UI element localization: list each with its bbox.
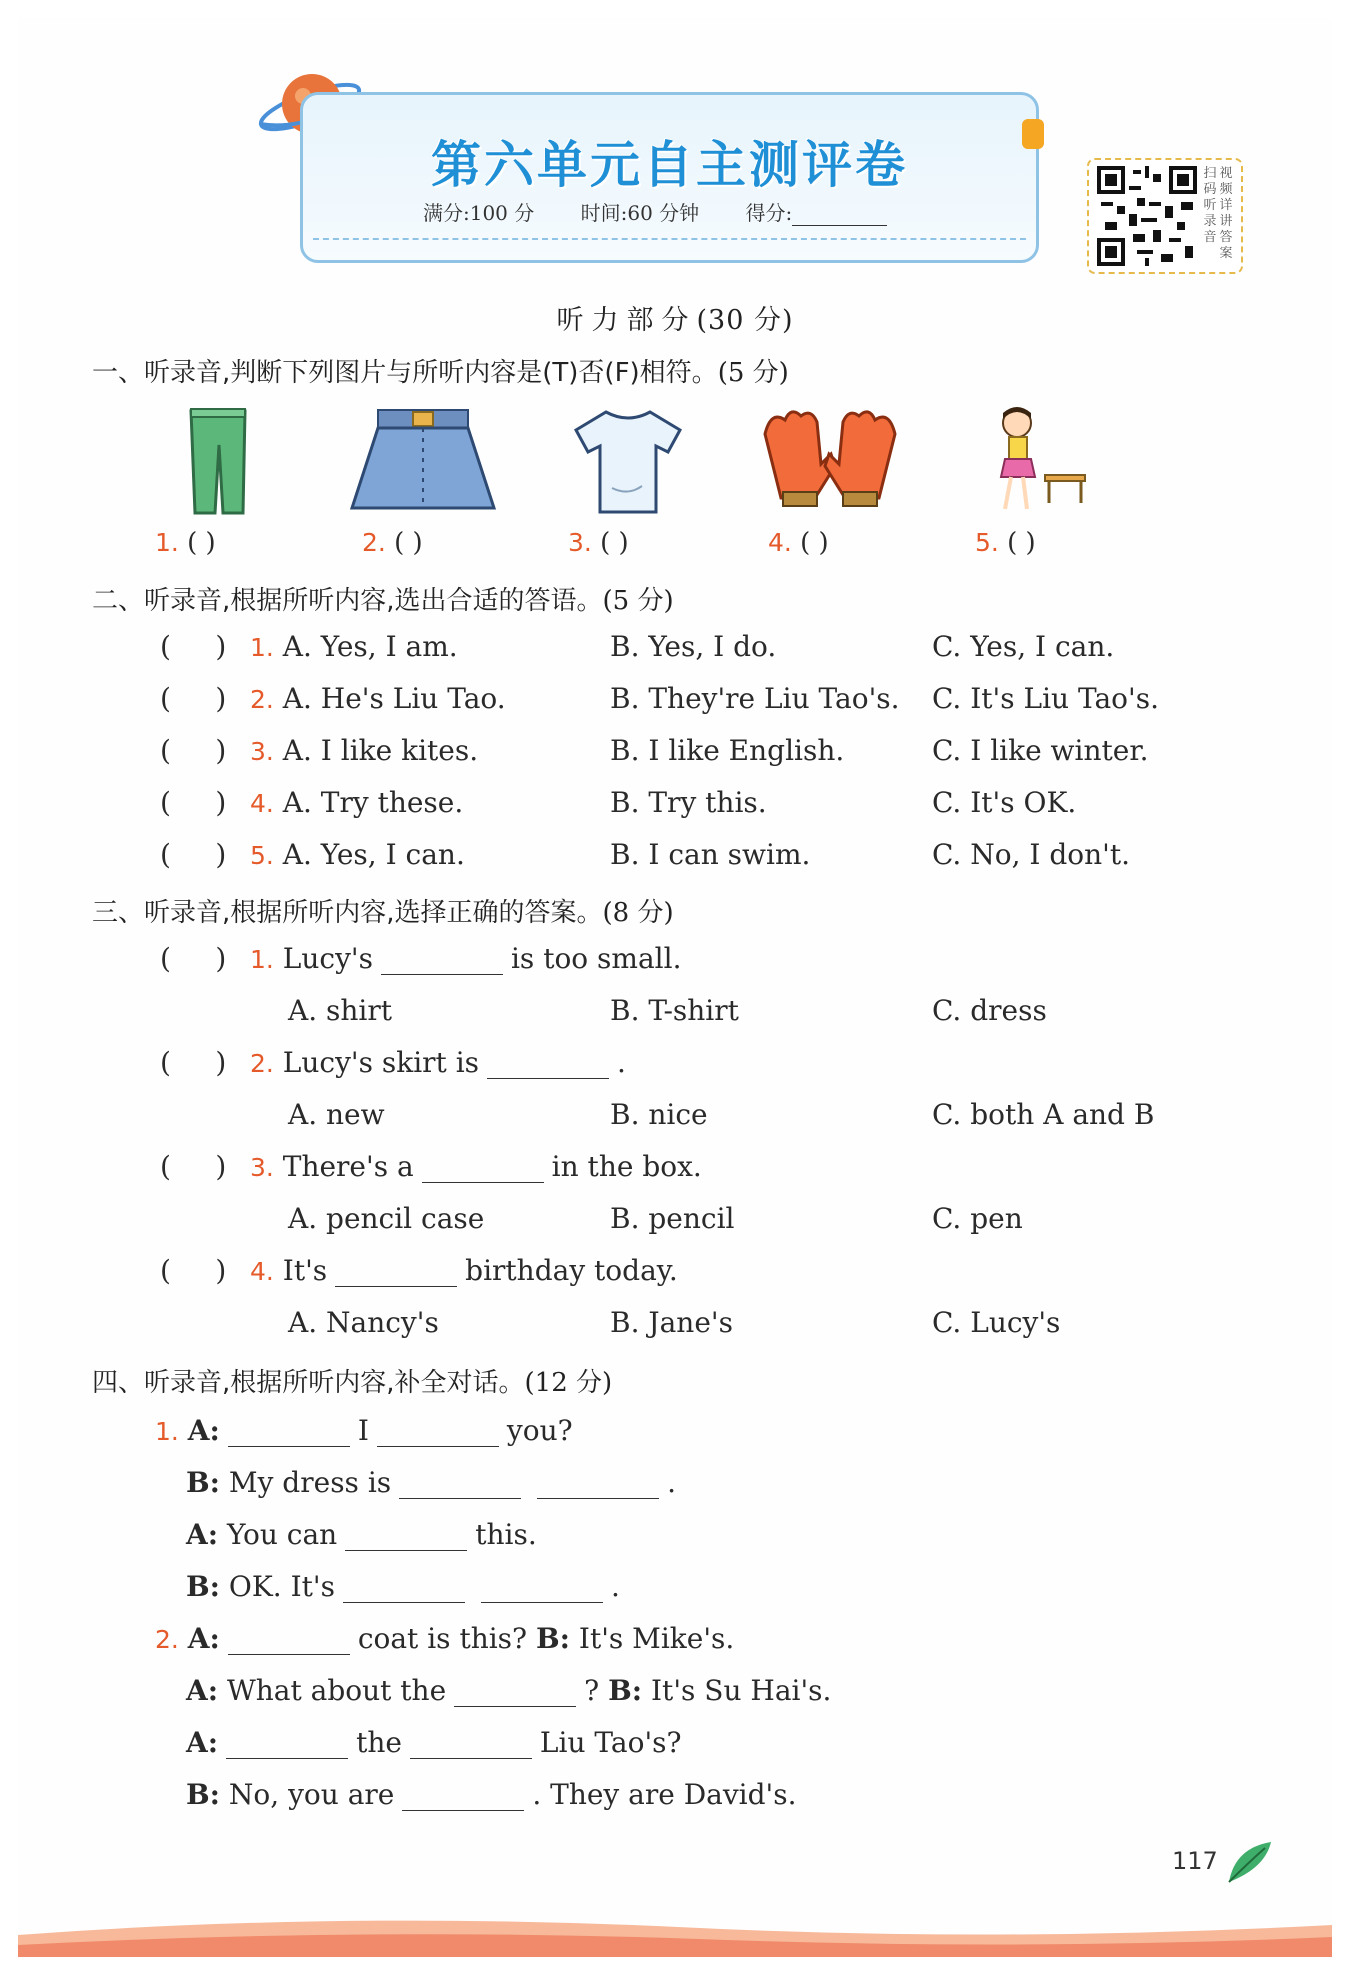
blank[interactable] — [410, 1732, 532, 1759]
option-a: A. I like kites. — [282, 734, 479, 767]
answer-paren[interactable]: ( ) — [160, 682, 227, 715]
section-4-heading: 四、听录音,根据所听内容,补全对话。(12 分) — [92, 1368, 613, 1398]
answer-paren[interactable]: ( ) — [160, 734, 227, 767]
option-b: B. Yes, I do. — [610, 630, 777, 663]
blank[interactable] — [487, 1052, 609, 1079]
qr-caption: 扫 视 码 频 听 详 录 讲 音 答 案 — [1203, 166, 1233, 261]
option-c: C. I like winter. — [932, 734, 1149, 767]
blank[interactable] — [381, 948, 503, 975]
blank[interactable] — [345, 1524, 467, 1551]
option-b: B. I like English. — [610, 734, 845, 767]
leaf-icon — [1225, 1838, 1277, 1886]
blank[interactable] — [481, 1576, 603, 1603]
blank[interactable] — [226, 1732, 348, 1759]
answer-paren[interactable]: ( ) — [160, 838, 227, 871]
option-c: C. dress — [932, 994, 1047, 1027]
exam-time: 时间:60 分钟 — [580, 201, 700, 225]
blank[interactable] — [537, 1472, 659, 1499]
option-a: A. He's Liu Tao. — [282, 682, 506, 715]
blank[interactable] — [402, 1784, 524, 1811]
option-c: C. It's Liu Tao's. — [932, 682, 1160, 715]
exam-info — [423, 197, 967, 226]
blank[interactable] — [335, 1260, 457, 1287]
trousers-picture — [183, 405, 253, 517]
option-a: A. Yes, I am. — [282, 630, 458, 663]
option-c: C. pen — [932, 1202, 1023, 1235]
girl-picture — [975, 405, 1095, 517]
option-a: A. Try these. — [282, 786, 464, 819]
option-c: C. No, I don't. — [932, 838, 1131, 871]
part-title: 听力部分(30 分) — [556, 305, 794, 336]
answer-paren[interactable]: ( ) — [160, 942, 227, 975]
answer-paren[interactable]: ( ) — [160, 630, 227, 663]
page-number: 117 — [1172, 1847, 1218, 1875]
blank[interactable] — [343, 1576, 465, 1603]
option-b: B. T-shirt — [610, 994, 739, 1027]
answer-paren[interactable]: ( ) — [160, 1254, 227, 1287]
blank[interactable] — [399, 1472, 521, 1499]
blank[interactable] — [454, 1680, 576, 1707]
option-a: A. new — [288, 1098, 385, 1131]
t-shirt-picture — [572, 408, 684, 516]
option-c: C. It's OK. — [932, 786, 1077, 819]
option-a: A. pencil case — [288, 1202, 485, 1235]
section-1-item-2[interactable]: 2. ( ) — [362, 528, 423, 558]
answer-paren[interactable]: ( ) — [160, 1046, 227, 1079]
section-1-item-4[interactable]: 4. ( ) — [768, 528, 829, 558]
qr-code-icon — [1097, 166, 1197, 266]
score-label: 得分: — [746, 201, 928, 225]
option-c: C. Lucy's — [932, 1306, 1061, 1339]
option-b: B. Jane's — [610, 1306, 733, 1339]
score-field[interactable] — [792, 207, 887, 226]
answer-paren[interactable]: ( ) — [160, 786, 227, 819]
full-marks: 满分:100 分 — [423, 201, 535, 225]
option-c: C. both A and B — [932, 1098, 1155, 1131]
blank[interactable] — [228, 1628, 350, 1655]
option-a: A. shirt — [288, 994, 393, 1027]
option-b: B. pencil — [610, 1202, 735, 1235]
qr-code-box[interactable] — [1087, 158, 1243, 274]
blank[interactable] — [228, 1420, 350, 1447]
section-2-heading: 二、听录音,根据所听内容,选出合适的答语。(5 分) — [92, 586, 674, 616]
page-title: 第六单元自主测评卷 — [431, 136, 908, 194]
section-1-item-3[interactable]: 3. ( ) — [568, 528, 629, 558]
option-b: B. They're Liu Tao's. — [610, 682, 900, 715]
option-b: B. nice — [610, 1098, 708, 1131]
section-3-heading: 三、听录音,根据所听内容,选择正确的答案。(8 分) — [92, 898, 674, 928]
option-a: A. Yes, I can. — [282, 838, 465, 871]
skirt-picture — [348, 408, 498, 518]
answer-paren[interactable]: ( ) — [160, 1150, 227, 1183]
footer-wave — [18, 1905, 1332, 1957]
option-c: C. Yes, I can. — [932, 630, 1115, 663]
option-b: B. I can swim. — [610, 838, 811, 871]
blank[interactable] — [377, 1420, 499, 1447]
blank[interactable] — [422, 1156, 544, 1183]
title-banner — [300, 92, 1039, 263]
banner-divider — [313, 238, 1026, 240]
section-1-item-1[interactable]: 1. ( ) — [155, 528, 216, 558]
section-1-item-5[interactable]: 5. ( ) — [975, 528, 1036, 558]
option-a: A. Nancy's — [288, 1306, 439, 1339]
section-1-heading: 一、听录音,判断下列图片与所听内容是(T)否(F)相符。(5 分) — [92, 358, 789, 388]
gloves-picture — [755, 404, 905, 516]
option-b: B. Try this. — [610, 786, 767, 819]
